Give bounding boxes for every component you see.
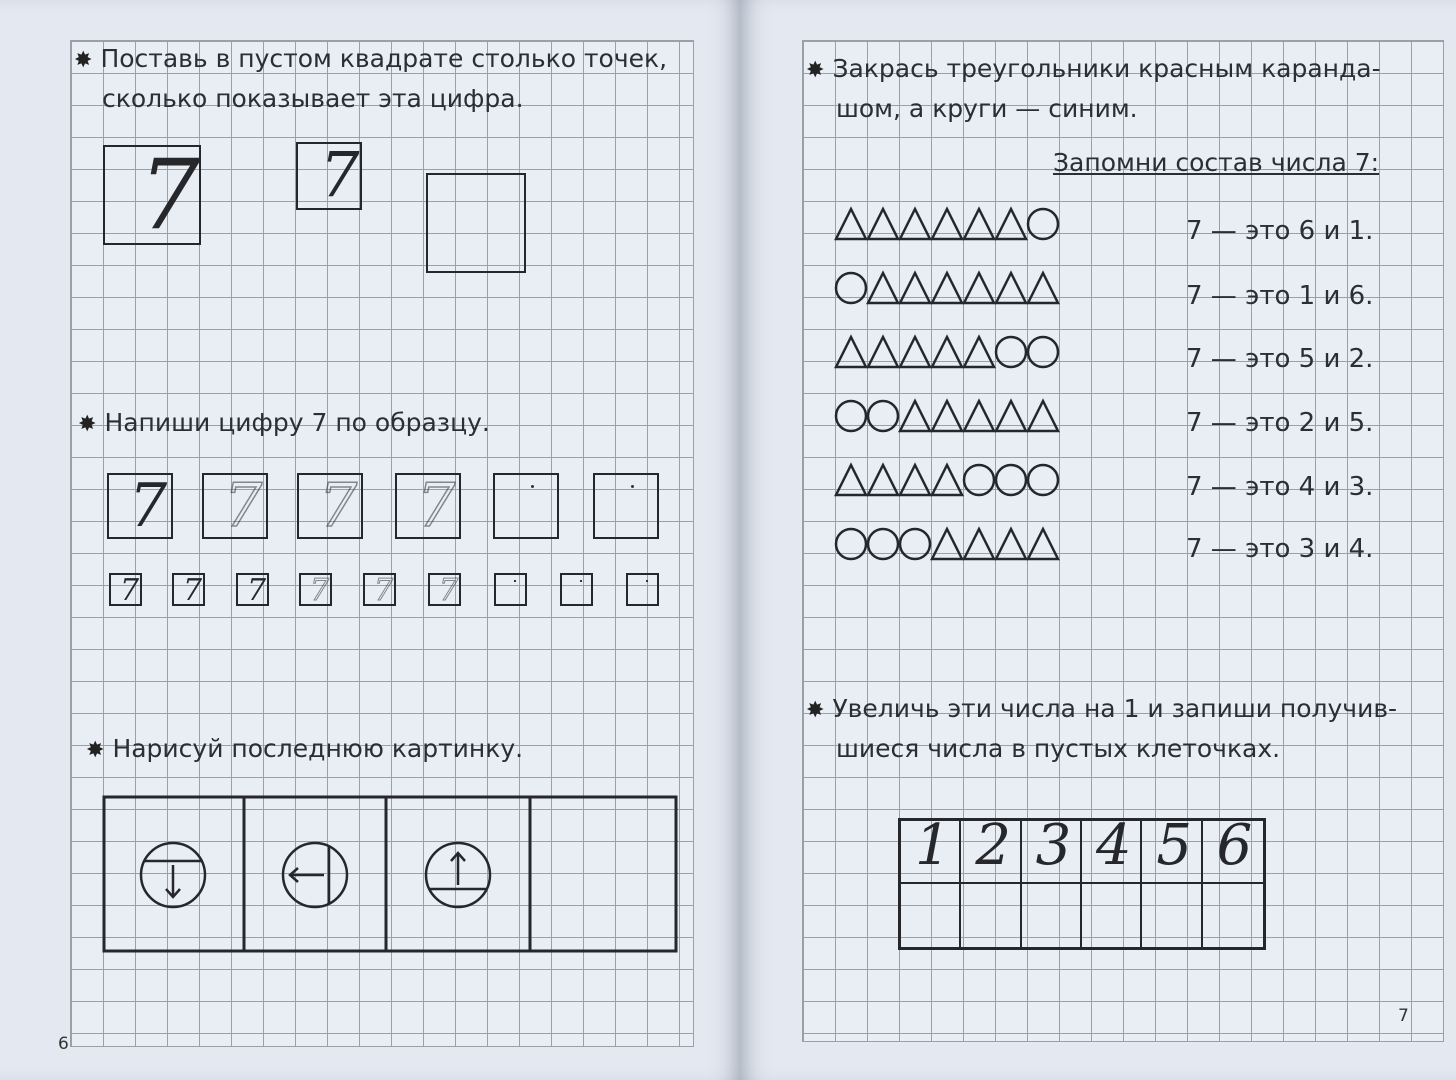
triangle-shape[interactable] — [836, 209, 866, 239]
triangle-shape[interactable] — [964, 209, 994, 239]
circle-shape[interactable] — [1028, 465, 1058, 495]
task-dots-line1: Поставь в пустом квадрате столько точек, — [100, 44, 668, 73]
answer-cell[interactable] — [961, 884, 1021, 947]
task-dots-line2: сколько показывает эта цифра. — [102, 84, 524, 113]
number-digit: 2 — [975, 813, 1011, 878]
composition-text: 7 — это 1 и 6. — [1186, 281, 1374, 311]
composition-text: 7 — это 6 и 1. — [1186, 216, 1374, 246]
answer-cell[interactable] — [901, 884, 961, 947]
circle-shape[interactable] — [1028, 209, 1058, 239]
small-box-empty[interactable] — [494, 573, 527, 606]
start-dot — [631, 485, 634, 488]
small-box-sample — [172, 573, 205, 606]
empty-dots-box[interactable] — [426, 173, 526, 273]
small-box-traced[interactable] — [299, 573, 332, 606]
number-digit: 5 — [1156, 813, 1192, 878]
number-cell — [901, 813, 961, 884]
task-increase-line1: Увеличь эти числа на 1 и запиши получив- — [832, 694, 1398, 723]
star-bullet-icon: ✸ — [806, 58, 825, 83]
triangle-shape[interactable] — [900, 273, 930, 303]
triangle-shape[interactable] — [836, 337, 866, 367]
circle-shape[interactable] — [964, 465, 994, 495]
start-dot — [514, 580, 516, 582]
triangle-shape[interactable] — [1028, 529, 1058, 559]
circle-shape[interactable] — [836, 529, 866, 559]
small-seven: 7 — [183, 573, 203, 608]
composition-text: 7 — это 4 и 3. — [1186, 472, 1374, 502]
task-color-line2: шом, а круги — синим. — [836, 94, 1138, 123]
numbers-table — [898, 813, 1266, 950]
small-seven: 7 — [120, 573, 140, 608]
triangle-shape[interactable] — [932, 401, 962, 431]
start-dot — [531, 485, 534, 488]
circle-shape[interactable] — [996, 465, 1026, 495]
digit-seven-dotted: 7 — [417, 471, 456, 541]
triangle-shape[interactable] — [868, 465, 898, 495]
small-box-empty[interactable] — [560, 573, 593, 606]
triangle-shape[interactable] — [964, 401, 994, 431]
triangle-shape[interactable] — [932, 209, 962, 239]
small-seven-dotted: 7 — [310, 573, 330, 608]
write-box-sample — [107, 473, 173, 539]
triangle-shape[interactable] — [1028, 401, 1058, 431]
circle-shape[interactable] — [836, 401, 866, 431]
digit-seven-small: 7 — [320, 138, 360, 211]
number-cell — [1082, 813, 1142, 884]
composition-text: 7 — это 2 и 5. — [1186, 408, 1374, 438]
write-box-empty[interactable] — [593, 473, 659, 539]
small-box-empty[interactable] — [626, 573, 659, 606]
triangle-shape[interactable] — [996, 273, 1026, 303]
number-cell — [1022, 813, 1082, 884]
start-dot — [646, 580, 648, 582]
task-color-line1: Закрась треугольники красным каранда- — [832, 54, 1381, 83]
triangle-shape[interactable] — [932, 465, 962, 495]
circle-shape[interactable] — [836, 273, 866, 303]
write-box-traced[interactable] — [297, 473, 363, 539]
triangle-shape[interactable] — [996, 529, 1026, 559]
answer-cell[interactable] — [1142, 884, 1202, 947]
triangle-shape[interactable] — [868, 337, 898, 367]
right-page — [740, 0, 1456, 1080]
number-cell — [1203, 813, 1263, 884]
star-bullet-icon: ✸ — [86, 738, 105, 763]
shape-rows — [834, 205, 1074, 585]
triangle-shape[interactable] — [964, 529, 994, 559]
digit-box-large — [103, 139, 201, 251]
task-increase-instruction — [806, 690, 1397, 768]
memo-title: Запомни состав числа 7: — [1053, 148, 1380, 177]
triangle-shape[interactable] — [900, 465, 930, 495]
triangle-shape[interactable] — [932, 337, 962, 367]
answer-cell[interactable] — [1082, 884, 1142, 947]
small-box-traced[interactable] — [363, 573, 396, 606]
triangle-shape[interactable] — [1028, 273, 1058, 303]
triangle-shape[interactable] — [836, 465, 866, 495]
number-digit: 3 — [1035, 813, 1072, 878]
composition-text: 7 — это 5 и 2. — [1186, 344, 1374, 374]
number-digit: 4 — [1095, 813, 1132, 878]
circle-shape[interactable] — [1028, 337, 1058, 367]
triangle-shape[interactable] — [964, 273, 994, 303]
triangle-shape[interactable] — [996, 209, 1026, 239]
triangle-shape[interactable] — [996, 401, 1026, 431]
small-box-traced[interactable] — [428, 573, 461, 606]
answer-cell[interactable] — [1203, 884, 1263, 947]
task-picture-instruction — [86, 730, 523, 770]
star-bullet-icon: ✸ — [78, 412, 97, 437]
triangle-shape[interactable] — [900, 209, 930, 239]
start-dot — [580, 580, 582, 582]
page-number-right: 7 — [1398, 1006, 1409, 1026]
number-cell — [961, 813, 1021, 884]
triangle-shape[interactable] — [932, 529, 962, 559]
digit-seven-sample: 7 — [129, 471, 168, 541]
write-box-empty[interactable] — [493, 473, 559, 539]
triangle-shape[interactable] — [964, 337, 994, 367]
number-digit: 1 — [915, 813, 951, 878]
digit-seven-dotted: 7 — [224, 471, 263, 541]
small-box-sample — [109, 573, 142, 606]
circle-shape[interactable] — [996, 337, 1026, 367]
small-seven: 7 — [247, 573, 267, 608]
triangle-shape[interactable] — [900, 337, 930, 367]
write-box-traced[interactable] — [395, 473, 461, 539]
triangle-shape[interactable] — [868, 273, 898, 303]
digit-seven-dotted: 7 — [319, 471, 358, 541]
small-seven-dotted: 7 — [439, 573, 459, 608]
circle-shape[interactable] — [900, 529, 930, 559]
small-seven-dotted: 7 — [374, 573, 394, 608]
composition-text: 7 — это 3 и 4. — [1186, 534, 1374, 564]
arrow-left-icon — [283, 843, 347, 907]
number-cell — [1142, 813, 1202, 884]
triangle-shape[interactable] — [868, 209, 898, 239]
circle-shape[interactable] — [868, 529, 898, 559]
task-write-text: Напиши цифру 7 по образцу. — [104, 408, 490, 437]
digit-seven-large: 7 — [139, 139, 201, 251]
star-bullet-icon: ✸ — [806, 698, 825, 723]
task-color-instruction — [806, 50, 1381, 128]
triangle-shape[interactable] — [900, 401, 930, 431]
digit-box-small — [296, 138, 362, 211]
triangle-shape[interactable] — [932, 273, 962, 303]
small-box-sample — [236, 573, 269, 606]
page-number-left: 6 — [58, 1034, 69, 1054]
task-write-instruction — [78, 404, 490, 444]
circle-shape[interactable] — [868, 401, 898, 431]
empty-picture-cell[interactable] — [533, 800, 673, 948]
task-increase-line2: шиеся числа в пустых клеточках. — [836, 734, 1281, 763]
star-bullet-icon: ✸ — [74, 48, 93, 73]
arrow-down-icon — [141, 843, 205, 907]
number-digit: 6 — [1216, 813, 1253, 878]
write-box-traced[interactable] — [202, 473, 268, 539]
answer-cell[interactable] — [1022, 884, 1082, 947]
arrow-up-icon — [426, 843, 490, 907]
task-picture-text: Нарисуй последнюю картинку. — [112, 734, 524, 763]
task-dots-instruction — [74, 40, 667, 118]
